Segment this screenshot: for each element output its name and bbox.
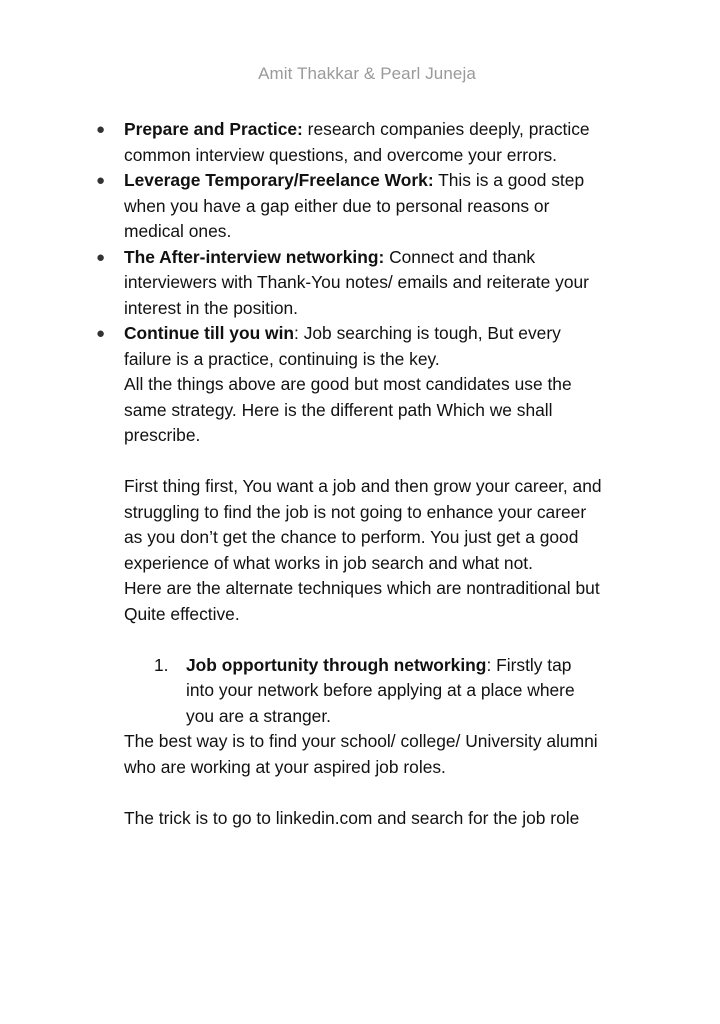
bullet-text: Connect and thank interviewers with Thank-You notes/ emails and reiterate your interest in the position. xyxy=(124,246,589,318)
bullet-item-prepare xyxy=(96,117,604,168)
bullet-item-leverage xyxy=(96,168,604,245)
document-body xyxy=(96,117,604,831)
paragraph-first-thing: First thing first, You want a job and then grow your career, and struggling to find the job is not going to enhance your career as you don’t get the chance to perform. You just get a good experience of what works in job search and what not. xyxy=(124,476,602,573)
bullet-dot-icon: ● xyxy=(96,248,106,266)
numbered-item-networking xyxy=(124,653,586,730)
bullet-text: This is a good step when you have a gap either due to personal reasons or medical ones. xyxy=(124,170,585,241)
bullet-dot-icon: ● xyxy=(96,172,106,189)
bullet-text: research companies deeply, practice common interview questions, and overcome your errors. xyxy=(124,119,590,165)
bullet-dot-icon: ● xyxy=(96,121,106,138)
spacer xyxy=(124,627,604,653)
bullet-title: Continue till you win xyxy=(124,323,295,343)
numbered-title: Job opportunity through networking xyxy=(186,654,487,675)
bullet-title: Leverage Temporary/Freelance Work: xyxy=(124,170,434,190)
bullet-title: The After-interview networking: xyxy=(124,246,385,267)
paragraph-alternate: Here are the alternate techniques which are nontraditional but Quite effective. xyxy=(124,578,600,624)
spacer xyxy=(124,780,604,806)
list-number: 1. xyxy=(154,654,169,675)
numbered-text: : Firstly tap into your network before applying at a place where you are a stranger. xyxy=(186,654,575,726)
bullet-title: Prepare and Practice: xyxy=(124,119,303,139)
paragraph-best-way: The best way is to find your school/ college/ University alumni who are working at your aspired job roles. xyxy=(124,731,598,777)
spacer xyxy=(124,449,604,475)
paragraph-trick: The trick is to go to linkedin.com and search for the job role xyxy=(124,807,580,828)
bullet-text: : Job searching is tough, But every failure is a practice, continuing is the key. xyxy=(124,323,561,369)
bullet-item-continue xyxy=(96,321,604,372)
bullet-dot-icon: ● xyxy=(96,325,106,342)
page-header: Amit Thakkar & Pearl Juneja xyxy=(258,64,476,83)
bullet-item-after-interview xyxy=(96,245,604,322)
bullet-list xyxy=(96,117,604,372)
paragraph-after-bullets: All the things above are good but most candidates use the same strategy. Here is the different path Which we shall prescribe. xyxy=(124,374,572,445)
